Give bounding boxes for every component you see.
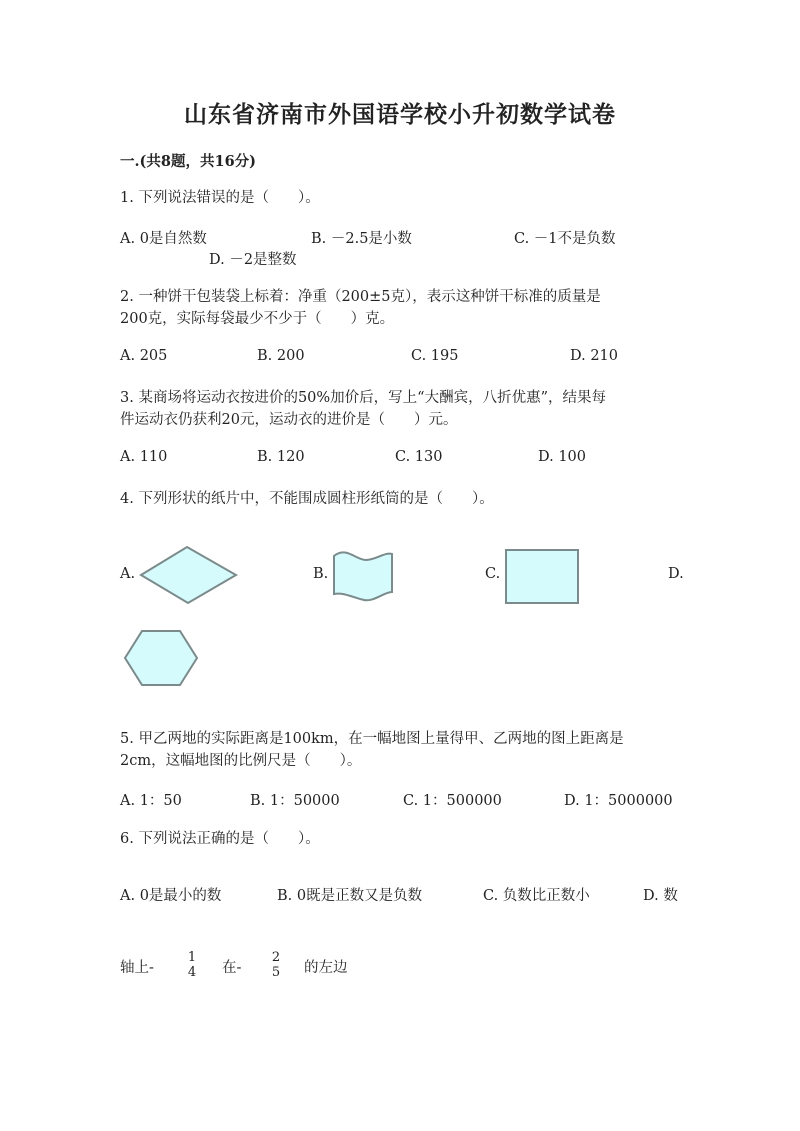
- fraction-one-quarter-numerator: 1: [187, 950, 197, 965]
- q4-label-a: A.: [120, 566, 136, 582]
- q2-option-a: A. 205: [120, 348, 168, 364]
- rhombus-shape: [138, 544, 240, 606]
- q6-continuation-prefix: 轴上-: [120, 960, 154, 976]
- q4-label-c: C.: [485, 566, 501, 582]
- q1-option-d: D. －2是整数: [209, 252, 297, 268]
- q5-option-d: D. 1：5000000: [564, 793, 673, 809]
- fraction-two-fifths-numerator: 2: [271, 950, 281, 965]
- section-heading: 一.(共8题，共16分): [120, 153, 257, 170]
- question-4-stem: 4. 下列形状的纸片中，不能围成圆柱形纸筒的是（ ）。: [120, 491, 494, 507]
- question-6-stem: 6. 下列说法正确的是（ ）。: [120, 831, 320, 847]
- q1-option-a: A. 0是自然数: [120, 231, 207, 247]
- question-2-line-1: 2. 一种饼干包装袋上标着：净重（200±5克），表示这种饼干标准的质量是: [120, 289, 601, 305]
- q6-continuation-suffix: 的左边: [304, 960, 348, 976]
- question-3-line-2: 件运动衣仍获利20元，运动衣的进价是（ ）元。: [120, 412, 458, 428]
- question-2-line-2: 200克，实际每袋最少不少于（ ）克。: [120, 311, 395, 327]
- q6-option-a: A. 0是最小的数: [120, 888, 222, 904]
- wavy-parallelogram-shape: [330, 548, 396, 606]
- question-3-line-1: 3. 某商场将运动衣按进价的50%加价后，写上“大酬宾，八折优惠”，结果每: [120, 390, 606, 406]
- q1-option-c: C. －1不是负数: [514, 231, 616, 247]
- fraction-one-quarter: [184, 950, 200, 980]
- fraction-one-quarter-denominator: 4: [187, 965, 197, 980]
- q2-option-d: D. 210: [570, 348, 619, 364]
- q1-option-b: B. －2.5是小数: [311, 231, 412, 247]
- q5-option-c: C. 1：500000: [403, 793, 502, 809]
- page-title: 山东省济南市外国语学校小升初数学试卷: [184, 101, 616, 128]
- q4-label-b: B.: [313, 566, 329, 582]
- question-1-stem: 1. 下列说法错误的是（ ）。: [120, 190, 320, 206]
- fraction-two-fifths: [268, 950, 284, 980]
- q4-label-d: D.: [668, 566, 684, 582]
- question-5-line-1: 5. 甲乙两地的实际距离是100km，在一幅地图上量得甲、乙两地的图上距离是: [120, 731, 624, 747]
- hexagon-shape: [122, 628, 200, 688]
- rectangle-shape: [504, 548, 580, 605]
- q2-option-b: B. 200: [257, 348, 305, 364]
- question-5-line-2: 2cm，这幅地图的比例尺是（ ）。: [120, 753, 362, 769]
- q5-option-b: B. 1：50000: [250, 793, 340, 809]
- q3-option-a: A. 110: [120, 449, 168, 465]
- q2-option-c: C. 195: [411, 348, 459, 364]
- q3-option-d: D. 100: [538, 449, 587, 465]
- q6-option-b: B. 0既是正数又是负数: [277, 888, 423, 904]
- q5-option-a: A. 1：50: [120, 793, 182, 809]
- fraction-two-fifths-denominator: 5: [271, 965, 281, 980]
- q6-option-d: D. 数: [643, 888, 678, 904]
- q6-option-c: C. 负数比正数小: [483, 888, 590, 904]
- q3-option-c: C. 130: [395, 449, 443, 465]
- q6-continuation-mid: 在-: [222, 960, 242, 976]
- q3-option-b: B. 120: [257, 449, 305, 465]
